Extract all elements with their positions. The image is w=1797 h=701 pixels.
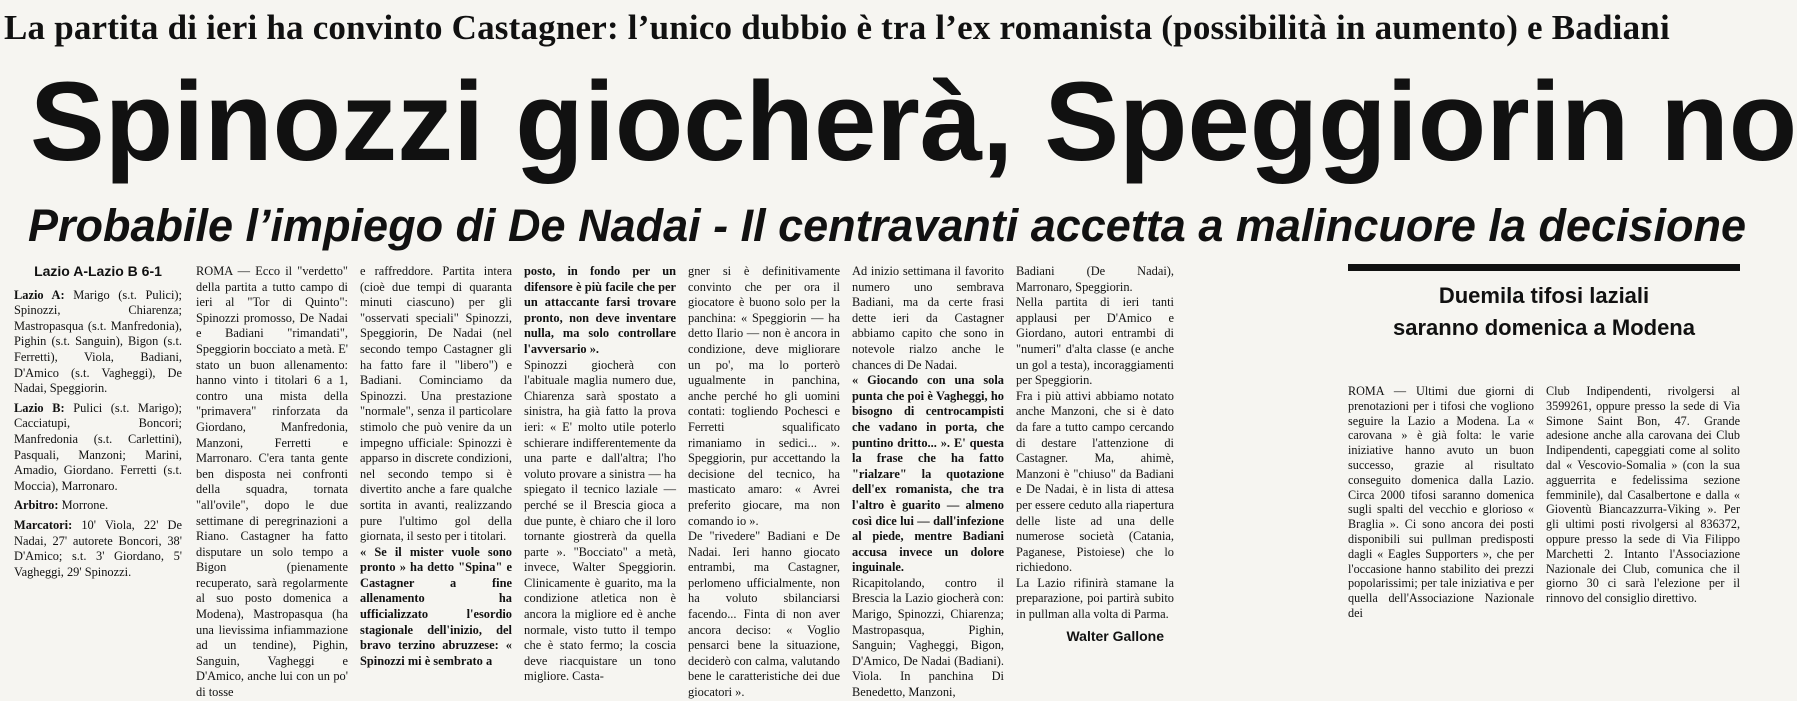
match-result-title: Lazio A-Lazio B 6-1 [34,263,162,279]
box-column-2 [1546,384,1740,606]
match-summary-sidebar [14,263,182,579]
article-subheadline: Probabile l’impiego di De Nadai - Il centravanti accetta a malincuore la decisione [28,200,1747,251]
article-column-3 [524,264,676,684]
box-column-1 [1348,384,1534,620]
article-column-5 [852,264,1004,700]
article-paragraph: Spinozzi giocherà con l'abituale maglia numero due, Chiarenza sarà spostato a sinistra, ha già fatto la prova ieri: « E' molto utile poterlo schierare indifferentemente da una parte e dall'altra; l'ho voluto provare a sinistra — ha spiegato il tecnico laziale — perché se il Brescia gioca a due punte, è chiaro che il loro tornante giostrerà da quella parte ». "Bocciato" a metà, invece, Walter Speggiorin. Clinicamente è guarito, ma la condizione atletica non è ancora la migliore ed è anche normale, visto tutto il tempo che è stato fermo; la coscia deve riacquistare un tono migliore. Casta- [524,357,676,684]
article-column-1 [196,264,348,700]
author-signature: Walter Gallone [1066,627,1164,644]
box-headline-line: saranno domenica a Modena [1393,315,1695,340]
scorers [14,518,182,580]
article-column-6 [1016,264,1174,644]
article-paragraph: posto, in fondo per un difensore è più facile che per un attaccante farsi trovare pronto, non deve inventare nulla, ma solo controllare l'avversario ». [524,264,676,356]
lineup-lazio-b [14,401,182,495]
box-headline-line: Duemila tifosi laziali [1438,283,1650,308]
scorers-label: Marcatori: [14,517,73,532]
article-paragraph: « Giocando con una sola punta che poi è Vagheggi, ho bisogno di centrocampisti che vadano in porta, che puntino dritto... ». E' questa la frase che ha fatto "rialzare" la quotazione dell'ex romanista, che tra l'altro è guarito — almeno così dice lui — dall'infezione al piede, mentre Badiani accusa invece un dolore inguinale. [852,373,1004,575]
article-paragraph: « Se il mister vuole sono pronto » ha detto "Spina" e Castagner a fine allenamento ha ufficializzato l'esordio stagionale dell'inizio, del bravo terzino abruzzese: « Spinozzi mi è sembrato a [360,544,512,668]
article-paragraph: Ricapitolando, contro il Brescia la Lazio giocherà con: Marigo, Spinozzi, Chiarenza; Mastropasqua, Pighin, Sanguin; Vagheggi, Bigon, D'Amico, De Nadai (Badiani). Viola. In panchina Di Benedetto, Manzoni, [852,575,1004,700]
article-headline: Spinozzi giocherà, Speggiorin no [30,59,1797,184]
article-paragraph: De "rivedere" Badiani e De Nadai. Ieri hanno giocato entrambi, ma Castagner, perlomeno ufficialmente, non ha voluto sbilanciarsi facendo... Finta di non aver ancora deciso: « Voglio pensarci bene la situazione, deciderò con calma, valutando bene le caratteristiche dei due giocatori ». [688,529,840,700]
lineup-label: Lazio A: [14,287,65,302]
lineup-text: Marigo (s.t. Pulici); Spinozzi, Chiarenza; Mastropasqua (s.t. Manfredonia), Pighin (s.t. Sanguin), Bigon (s.t. Ferretti), Viola, Badiani, D'Amico (s.t. Vagheggi), De Nadai, Speggiorin. [14,287,182,396]
article-paragraph: Ad inizio settimana il favorito numero uno sembrava Badiani, ma da certe frasi dette ieri da Castagner abbiamo capito che sono in notevole rialzo anche le chances di De Nadai. [852,264,1004,372]
lineup-text: Pulici (s.t. Marigo); Cacciatupi, Boncori; Manfredonia (s.t. Carlettini), Pasquali, Manzoni; Marini, Amadio, Giordano. Ferretti (s.t. Moccia), Marronaro. [14,400,182,493]
article-paragraph: e raffreddore. Partita intera (cioè due tempi di quaranta minuti ciascuno) per gli "osservati speciali" Spinozzi, Speggiorin, De Nadai (nel secondo tempo Castagner gli ha fatto fare il "libero") e Badiani. Cominciamo da Spinozzi. Una prestazione "normale", senza il particolare stimolo che può venire da un impegno ufficiale: Spinozzi è apparso in discrete condizioni, nel secondo tempo si è divertito anche a fare qualche sortita in avanti, realizzando pure l'ultimo gol della giornata, il sesto per i titolari. [360,264,512,544]
article-paragraph: ROMA — Ecco il "verdetto" della partita a tutto campo di ieri al "Tor di Quinto": Spinozzi promosso, De Nadai e Badiani "rimandati", Speggiorin bocciato a metà. E' stato un buon allenamento: hanno vinto i titolari 6 a 1, contro una mista della "primavera" rinforzata da Giordano, Manfredonia, Manzoni, Ferretti e Marronaro. C'era tanta gente ben disposta nei confronti della squadra, tornata "all'ovile", dopo le due settimane di peregrinazioni a Riano. Castagner ha fatto disputare un solo tempo a Bigon (pienamente recuperato, sarà regolarmente al suo posto domenica a Modena), Mastropasqua (ha una lievissima infiammazione ad un tendine), Pighin, Sanguin, Vagheggi e D'Amico, anche lui con un po' di tosse [196,264,348,700]
scorers-text: 10' Viola, 22' De Nadai, 27' autorete Boncori, 38' D'Amico; s.t. 3' Giordano, 5' Vagheggi, 29' Spinozzi. [14,517,182,579]
referee [14,498,182,514]
article-paragraph: Badiani (De Nadai), Marronaro, Speggiorin. [1016,264,1174,294]
article-paragraph: gner si è definitivamente convinto che per ora il giocatore è buono solo per la panchina: « Speggiorin — ha detto Ilario — non è ancora in condizione, deve migliorare un po', ma lo porterò ugualmente in panchina, anche perché ho gli uomini contati: togliendo Pochesci e Ferretti squalificato rimaniamo in sedici... ». Speggiorin, pur accettando la decisione del tecnico, ha masticato amaro: « Avrei preferito giocare, ma non comando io ». [688,264,840,528]
referee-name: Morrone. [61,498,109,513]
lineup-lazio-a [14,288,182,397]
box-top-rule [1348,264,1740,271]
article-column-4 [688,264,840,700]
article-column-2 [360,264,512,668]
box-headline [1348,280,1740,344]
article-kicker: La partita di ieri ha convinto Castagner: l’unico dubbio è tra l’ex romanista (possibilità in aumento) e Badiani [4,8,1670,47]
article-paragraph: Fra i più attivi abbiamo notato anche Manzoni, che si è dato da fare a tutto campo cercando di destare l'attenzione di Castagner. Ma, ahimè, Manzoni è "chiuso" da Badiani e De Nadai, è in lista di attesa per essere ceduto alla riapertura delle liste ad una delle numerose società (Catania, Paganese, Pistoiese) che lo richiedono. [1016,388,1174,575]
box-paragraph: Club Indipendenti, rivolgersi al 3599261, oppure presso la sede di Via Simone Saint Bon, 47. Grande adesione anche alla carovana dei Club Indipendenti, capeggiati come al solito dal « Vescovio-Somalia » (con la sua agguerrita e fedelissima sezione femminile), dal Casalbertone e dalla « Gioventù Biancazzurra-Viking ». Per gli ultimi posti rivolgersi al 836372, oppure presso la sede di Via Filippo Marchetti 2. Intanto l'Associazione Nazionale dei Club, comunica che il giorno 30 ci sarà l'elezione per il rinnovo del consiglio direttivo. [1546,384,1740,606]
box-paragraph: ROMA — Ultimi due giorni di prenotazioni per i tifosi che vogliono seguire la Lazio a Modena. La « carovana » è già folta: le varie iniziative hanno avuto un buon successo, grazie al risultato conseguito domenica dalla Lazio. Circa 2000 tifosi saranno domenica sugli spalti del vecchio e glorioso « Braglia ». Ci sono ancora dei posti disponibili sui pullman predisposti dagli « Eagles Supporters », che per l'occasione hanno stabilito dei prezzi popolarissimi; per tale iniziativa e per quella dell'Associazione Nazionale dei [1348,384,1534,620]
referee-label: Arbitro: [14,498,59,513]
article-paragraph: La Lazio rifinirà stamane la preparazione, poi partirà subito in pullman alla volta di Parma. [1016,575,1174,622]
lineup-label: Lazio B: [14,400,65,415]
article-paragraph: Nella partita di ieri tanti applausi per D'Amico e Giordano, autori entrambi di "numeri" d'alta classe (e anche un gol a testa), incoraggiamenti per Speggiorin. [1016,295,1174,388]
